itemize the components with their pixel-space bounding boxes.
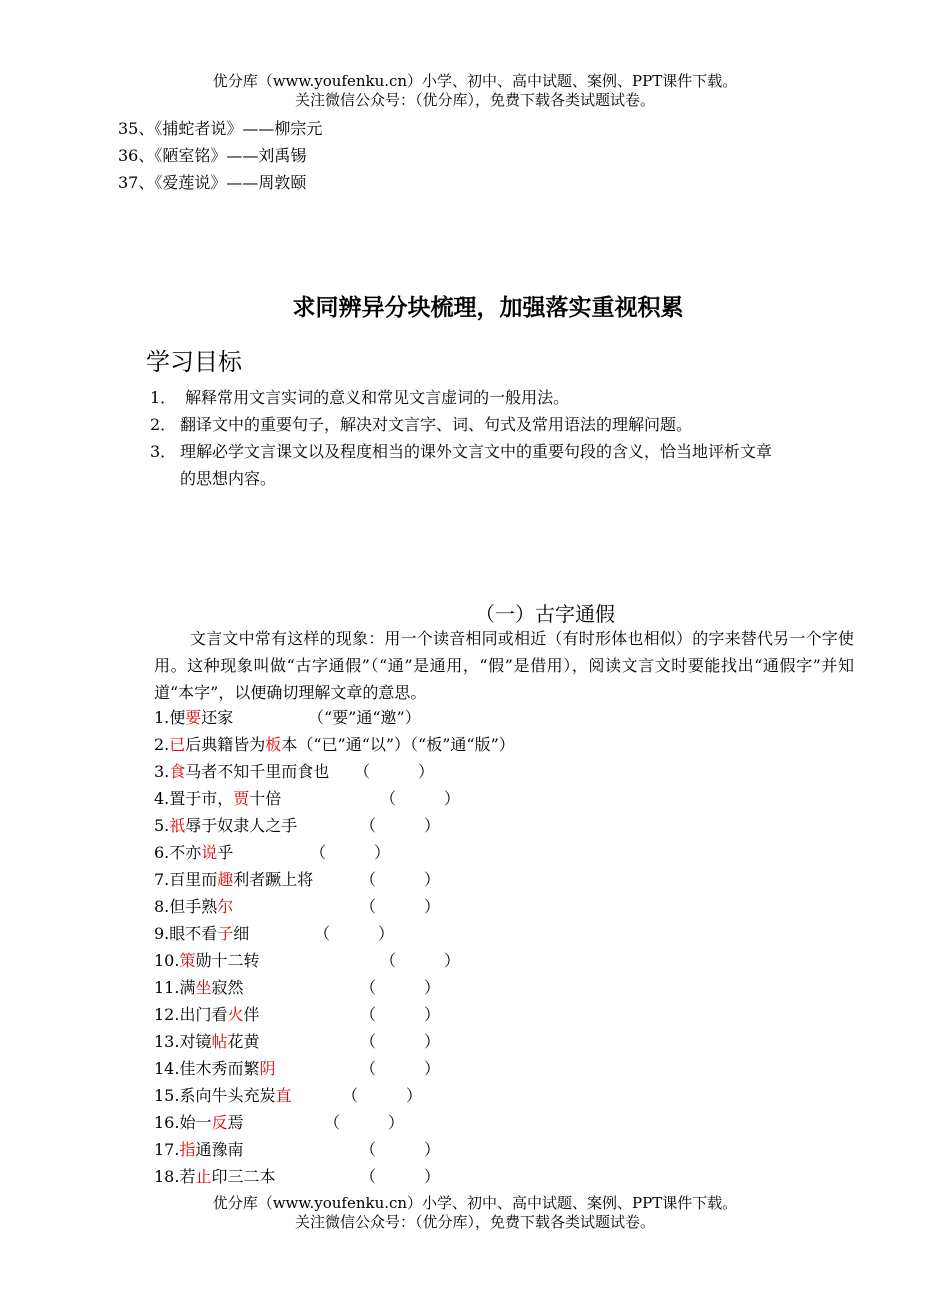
item-text: 满 bbox=[179, 978, 196, 997]
list-item bbox=[154, 1139, 441, 1161]
section-intro: 文言文中常有这样的现象：用一个读音相同或相近（有时形体也相似）的字来替代另一个字使用。这种现象叫做“古字通假”（“通”是通用，“假”是借用），阅读文言文时要能找出“通假字”并知道“本字”，以便确切理解文章的意思。 bbox=[154, 629, 854, 702]
item-note: （ ） bbox=[360, 1032, 441, 1051]
tongjia-char: 坐 bbox=[195, 978, 212, 997]
item-text: 百里而 bbox=[169, 870, 218, 889]
item-note: （ ） bbox=[360, 1005, 441, 1024]
item-text: 十倍 bbox=[249, 789, 282, 808]
main-title: 求同辨异分块梳理，加强落实重视积累 bbox=[292, 295, 684, 321]
item-number: 17. bbox=[154, 1140, 180, 1159]
item-text: 乎 bbox=[217, 843, 234, 862]
list-item bbox=[154, 707, 421, 729]
tongjia-char: 阴 bbox=[259, 1059, 276, 1078]
reference-item: 37、《爱莲说》——周敦颐 bbox=[118, 173, 307, 192]
item-text: 花黄 bbox=[227, 1032, 260, 1051]
item-text: 对镜 bbox=[179, 1032, 212, 1051]
item-note: （ ） bbox=[360, 1167, 441, 1186]
item-number: 6. bbox=[154, 843, 170, 862]
goal-number: 3． bbox=[150, 442, 177, 461]
item-number: 16. bbox=[154, 1113, 180, 1132]
item-text: 利者蹶上将 bbox=[233, 870, 314, 889]
item-text: 焉 bbox=[227, 1113, 244, 1132]
item-text: 始一 bbox=[179, 1113, 212, 1132]
tongjia-char: 指 bbox=[179, 1140, 196, 1159]
item-text: 寂然 bbox=[211, 978, 244, 997]
list-item bbox=[154, 1058, 441, 1080]
item-note: （ ） bbox=[360, 897, 441, 916]
item-text: 便 bbox=[169, 708, 186, 727]
item-note: （ ） bbox=[314, 924, 395, 943]
item-note: （ ） bbox=[380, 951, 461, 970]
item-note: （ ） bbox=[342, 1086, 423, 1105]
item-number: 10. bbox=[154, 951, 180, 970]
list-item bbox=[154, 788, 461, 810]
list-item bbox=[154, 950, 461, 972]
item-text: 印三二本 bbox=[211, 1167, 276, 1186]
item-number: 18. bbox=[154, 1167, 180, 1186]
item-text: 勋十二转 bbox=[195, 951, 260, 970]
reference-item: 35、《捕蛇者说》——柳宗元 bbox=[118, 119, 323, 138]
item-note: （“已”通“以”）（“板”通“版”） bbox=[297, 735, 515, 754]
item-text: 伴 bbox=[243, 1005, 260, 1024]
item-note: （ ） bbox=[360, 816, 441, 835]
tongjia-char: 止 bbox=[195, 1167, 212, 1186]
tongjia-char: 贾 bbox=[233, 789, 250, 808]
item-text: 出门看 bbox=[179, 1005, 228, 1024]
tongjia-char: 说 bbox=[201, 843, 218, 862]
item-text: 不亦 bbox=[169, 843, 202, 862]
tongjia-char: 趣 bbox=[217, 870, 234, 889]
goal-item bbox=[150, 438, 855, 492]
goal-number: 2． bbox=[150, 415, 177, 434]
tongjia-char: 帖 bbox=[211, 1032, 228, 1051]
list-item bbox=[154, 1085, 423, 1107]
item-text: 辱于奴隶人之手 bbox=[185, 816, 298, 835]
goal-item bbox=[150, 384, 855, 411]
tongjia-char: 反 bbox=[211, 1113, 228, 1132]
goal-text: 翻译文中的重要句子，解决对文言字、词、句式及常用语法的理解问题。 bbox=[180, 415, 693, 434]
list-item bbox=[154, 1112, 405, 1134]
list-item bbox=[154, 1004, 441, 1026]
list-item bbox=[154, 761, 435, 783]
reference-item: 36、《陋室铭》——刘禹锡 bbox=[118, 146, 307, 165]
item-text: 系向牛头充炭 bbox=[179, 1086, 276, 1105]
tongjia-char: 祇 bbox=[169, 816, 186, 835]
item-number: 7. bbox=[154, 870, 170, 889]
footer-line-1: 优分库（www.youfenku.cn）小学、初中、高中试题、案例、PPT课件下载。 bbox=[212, 1194, 738, 1212]
item-note: （ ） bbox=[354, 762, 435, 781]
tongjia-char: 直 bbox=[275, 1086, 292, 1105]
tongjia-char: 已 bbox=[169, 735, 186, 754]
item-text: 若 bbox=[179, 1167, 196, 1186]
list-item bbox=[154, 896, 441, 918]
list-item bbox=[154, 842, 391, 864]
list-item bbox=[154, 734, 515, 756]
tongjia-char: 要 bbox=[185, 708, 202, 727]
footer-line-2: 关注微信公众号：（优分库），免费下载各类试题试卷。 bbox=[294, 1213, 655, 1231]
item-note: （ ） bbox=[360, 1059, 441, 1078]
item-note: （ ） bbox=[380, 789, 461, 808]
item-text: 眼不看 bbox=[169, 924, 218, 943]
item-number: 2. bbox=[154, 735, 170, 754]
item-number: 5. bbox=[154, 816, 170, 835]
header-line-1: 优分库（www.youfenku.cn）小学、初中、高中试题、案例、PPT课件下载。 bbox=[212, 72, 738, 90]
goal-item bbox=[150, 411, 855, 438]
item-note: （ ） bbox=[360, 978, 441, 997]
item-number: 15. bbox=[154, 1086, 180, 1105]
item-text: 但手熟 bbox=[169, 897, 218, 916]
item-note: （ ） bbox=[360, 1140, 441, 1159]
list-item bbox=[154, 1031, 441, 1053]
goal-number: 1． bbox=[150, 388, 177, 407]
tongjia-char: 策 bbox=[179, 951, 196, 970]
list-item bbox=[154, 977, 441, 999]
tongjia-char: 尔 bbox=[217, 897, 234, 916]
item-number: 14. bbox=[154, 1059, 180, 1078]
item-number: 9. bbox=[154, 924, 170, 943]
section-heading: （一）古字通假 bbox=[475, 602, 615, 626]
tongjia-char: 火 bbox=[227, 1005, 244, 1024]
goal-text: 理解必学文言课文以及程度相当的课外文言文中的重要句段的含义，恰当地评析文章 bbox=[180, 442, 773, 461]
item-note: （“要”通“邀”） bbox=[308, 708, 421, 727]
goal-text: 解释常用文言实词的意义和常见文言虚词的一般用法。 bbox=[180, 388, 570, 407]
item-number: 3. bbox=[154, 762, 170, 781]
item-number: 8. bbox=[154, 897, 170, 916]
item-text: 佳木秀而繁 bbox=[179, 1059, 260, 1078]
item-text: 还家 bbox=[201, 708, 234, 727]
list-item bbox=[154, 1166, 441, 1188]
list-item bbox=[154, 869, 441, 891]
tongjia-char: 食 bbox=[169, 762, 186, 781]
list-item bbox=[154, 815, 441, 837]
header-line-2: 关注微信公众号：（优分库），免费下载各类试题试卷。 bbox=[294, 91, 655, 109]
item-note: （ ） bbox=[310, 843, 391, 862]
item-text: 细 bbox=[233, 924, 250, 943]
item-note: （ ） bbox=[324, 1113, 405, 1132]
item-text: 后典籍皆为 bbox=[185, 735, 266, 754]
item-note: （ ） bbox=[360, 870, 441, 889]
item-number: 12. bbox=[154, 1005, 180, 1024]
item-number: 4. bbox=[154, 789, 170, 808]
tongjia-char: 板 bbox=[265, 735, 282, 754]
tongjia-char: 子 bbox=[217, 924, 234, 943]
item-text: 通豫南 bbox=[195, 1140, 244, 1159]
item-text: 置于市， bbox=[169, 789, 234, 808]
goals-heading: 学习目标 bbox=[146, 348, 242, 376]
item-text: 马者不知千里而食也 bbox=[185, 762, 330, 781]
item-text: 本 bbox=[281, 735, 298, 754]
item-number: 11. bbox=[154, 978, 180, 997]
list-item bbox=[154, 923, 395, 945]
item-number: 13. bbox=[154, 1032, 180, 1051]
item-number: 1. bbox=[154, 708, 170, 727]
goal-text-continued: 的思想内容。 bbox=[180, 469, 277, 488]
